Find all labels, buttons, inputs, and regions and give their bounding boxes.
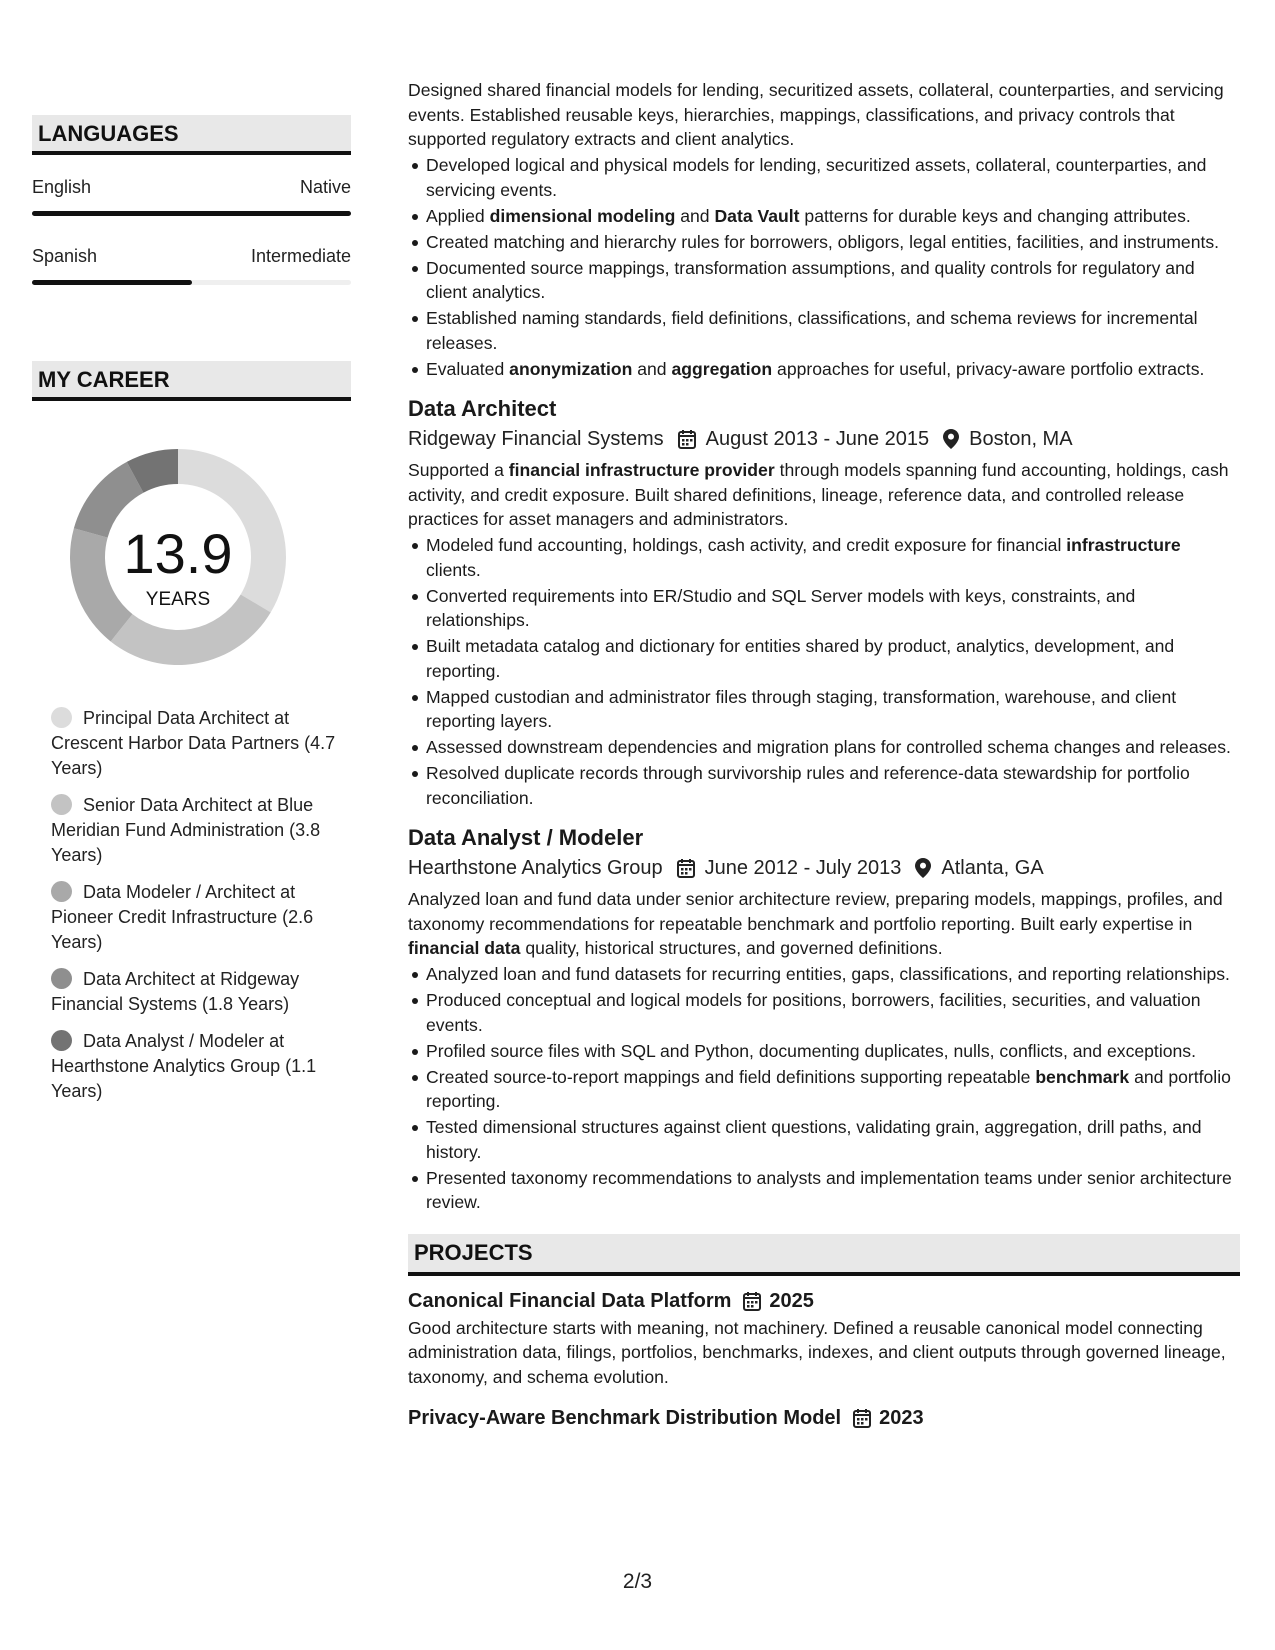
main-content	[408, 78, 1240, 1433]
job-dates: August 2013 - June 2015	[705, 428, 930, 450]
language-english	[32, 177, 351, 216]
job-bullets	[426, 533, 1240, 810]
bullet-item: Converted requirements into ER/Studio and SQL Server models with keys, constraints, and relationships.	[426, 584, 1240, 633]
job-location: Atlanta, GA	[941, 857, 1044, 879]
language-proficiency-bar	[32, 211, 351, 216]
total-years-label: YEARS	[145, 589, 211, 610]
job-meta	[408, 853, 1240, 883]
bullet-item: Produced conceptual and logical models for positions, borrowers, facilities, securities, and valuation events.	[426, 988, 1240, 1037]
project-year: 2023	[879, 1407, 924, 1429]
project-title: Canonical Financial Data Platform	[408, 1289, 732, 1312]
bullet-item: Mapped custodian and administrator files through staging, transformation, warehouse, and client reporting layers.	[426, 685, 1240, 734]
career-legend-item	[51, 1029, 341, 1104]
legend-swatch	[51, 881, 72, 902]
bullet-item: Resolved duplicate records through survivorship rules and reference-data stewardship for portfolio reconciliation.	[426, 761, 1240, 810]
calendar-icon	[678, 429, 696, 449]
calendar-icon	[677, 858, 695, 878]
calendar-icon	[853, 1408, 871, 1428]
experience-bullets	[426, 153, 1240, 381]
bullet-item: Profiled source files with SQL and Python, documenting duplicates, nulls, conflicts, and exceptions.	[426, 1039, 1240, 1064]
career-heading: MY CAREER	[32, 361, 351, 401]
career-legend-item	[51, 967, 341, 1017]
career-legend-item	[51, 880, 341, 955]
job-location: Boston, MA	[969, 428, 1073, 450]
job-meta	[408, 424, 1240, 454]
total-years-value: 13.9	[123, 522, 233, 585]
bullet-item: Developed logical and physical models for lending, securitized assets, collateral, counterparties, and servicing events.	[426, 153, 1240, 202]
career-legend-text: Data Modeler / Architect at Pioneer Credit Infrastructure (2.6 Years)	[51, 882, 314, 952]
language-name: Spanish	[32, 246, 98, 266]
bullet-item: Established naming standards, field definitions, classifications, and schema reviews for incremental releases.	[426, 306, 1240, 355]
project-header	[408, 1286, 1240, 1316]
project-title: Privacy-Aware Benchmark Distribution Model	[408, 1407, 842, 1429]
career-legend-text: Data Analyst / Modeler at Hearthstone Analytics Group (1.1 Years)	[51, 1031, 317, 1101]
project-entry	[408, 1286, 1240, 1390]
map-pin-icon	[915, 858, 931, 878]
job-summary: Analyzed loan and fund data under senior architecture review, preparing models, mappings, profiles, and taxonomy recommendations for repeatable benchmark and portfolio reporting. Built early expertise in financial data quality, historical structures, and governed definitions.	[408, 889, 1223, 958]
company-name: Hearthstone Analytics Group	[408, 857, 663, 879]
bullet-item: Tested dimensional structures against client questions, validating grain, aggregation, drill paths, and history.	[426, 1115, 1240, 1164]
bullet-item: Built metadata catalog and dictionary for entities shared by product, analytics, development, and reporting.	[426, 634, 1240, 683]
legend-swatch	[51, 707, 72, 728]
language-spanish	[32, 246, 351, 285]
job-dates: June 2012 - July 2013	[704, 857, 902, 879]
project-description: Good architecture starts with meaning, not machinery. Defined a reusable canonical model connecting administration data, filings, portfolios, benchmarks, indexes, and client outputs through governed lineage, taxonomy, and schema evolution.	[408, 1317, 1226, 1387]
language-level: Intermediate	[250, 246, 351, 266]
job-title: Data Analyst / Modeler	[408, 825, 644, 850]
experience-summary: Designed shared financial models for lending, securitized assets, collateral, counterparties, and servicing events. Established reusable keys, hierarchies, mappings, classifications, and privacy controls that supported regulatory extracts and client analytics.	[408, 80, 1224, 149]
map-pin-icon	[943, 429, 959, 449]
bullet-item: Evaluated anonymization and aggregation approaches for useful, privacy-aware portfolio extracts.	[426, 357, 1240, 382]
job-title: Data Architect	[408, 396, 557, 421]
language-name: English	[32, 177, 92, 197]
project-header	[408, 1403, 1240, 1433]
career-donut-chart	[66, 445, 290, 669]
job-bullets	[426, 962, 1240, 1215]
project-year: 2025	[769, 1289, 814, 1312]
job-entry	[408, 823, 1240, 1215]
job-entry	[408, 394, 1240, 810]
bullet-item: Modeled fund accounting, holdings, cash activity, and credit exposure for financial infrastructure clients.	[426, 533, 1240, 582]
languages-heading: LANGUAGES	[32, 115, 351, 155]
legend-swatch	[51, 1030, 72, 1051]
bullet-item: Created matching and hierarchy rules for borrowers, obligors, legal entities, facilities, and instruments.	[426, 230, 1240, 255]
bullet-item: Applied dimensional modeling and Data Vault patterns for durable keys and changing attributes.	[426, 204, 1240, 229]
page-number: 2/3	[622, 1570, 653, 1593]
career-legend-item	[51, 793, 341, 868]
legend-swatch	[51, 968, 72, 989]
projects-heading: PROJECTS	[408, 1234, 1240, 1276]
language-proficiency-fill	[32, 280, 192, 285]
job-summary: Supported a financial infrastructure provider through models spanning fund accounting, holdings, cash activity, and credit exposure. Built shared definitions, lineage, reference data, and controlled release practices for asset managers and administrators.	[408, 460, 1229, 529]
career-legend-text: Principal Data Architect at Crescent Harbor Data Partners (4.7 Years)	[51, 708, 336, 778]
company-name: Ridgeway Financial Systems	[408, 428, 664, 450]
language-proficiency-fill	[32, 211, 351, 216]
bullet-item: Created source-to-report mappings and field definitions supporting repeatable benchmark and portfolio reporting.	[426, 1065, 1240, 1114]
career-legend	[51, 706, 341, 1116]
language-proficiency-bar	[32, 280, 351, 285]
career-legend-text: Senior Data Architect at Blue Meridian Fund Administration (3.8 Years)	[51, 795, 321, 865]
project-entry	[408, 1403, 1240, 1433]
calendar-icon	[743, 1291, 761, 1311]
bullet-item: Assessed downstream dependencies and migration plans for controlled schema changes and releases.	[426, 735, 1240, 760]
language-level: Native	[299, 177, 351, 197]
career-legend-item	[51, 706, 341, 781]
bullet-item: Documented source mappings, transformation assumptions, and quality controls for regulatory and client analytics.	[426, 256, 1240, 305]
career-legend-text: Data Architect at Ridgeway Financial Systems (1.8 Years)	[51, 969, 300, 1014]
legend-swatch	[51, 794, 72, 815]
bullet-item: Presented taxonomy recommendations to analysts and implementation teams under senior architecture review.	[426, 1166, 1240, 1215]
bullet-item: Analyzed loan and fund datasets for recurring entities, gaps, classifications, and reporting relationships.	[426, 962, 1240, 987]
